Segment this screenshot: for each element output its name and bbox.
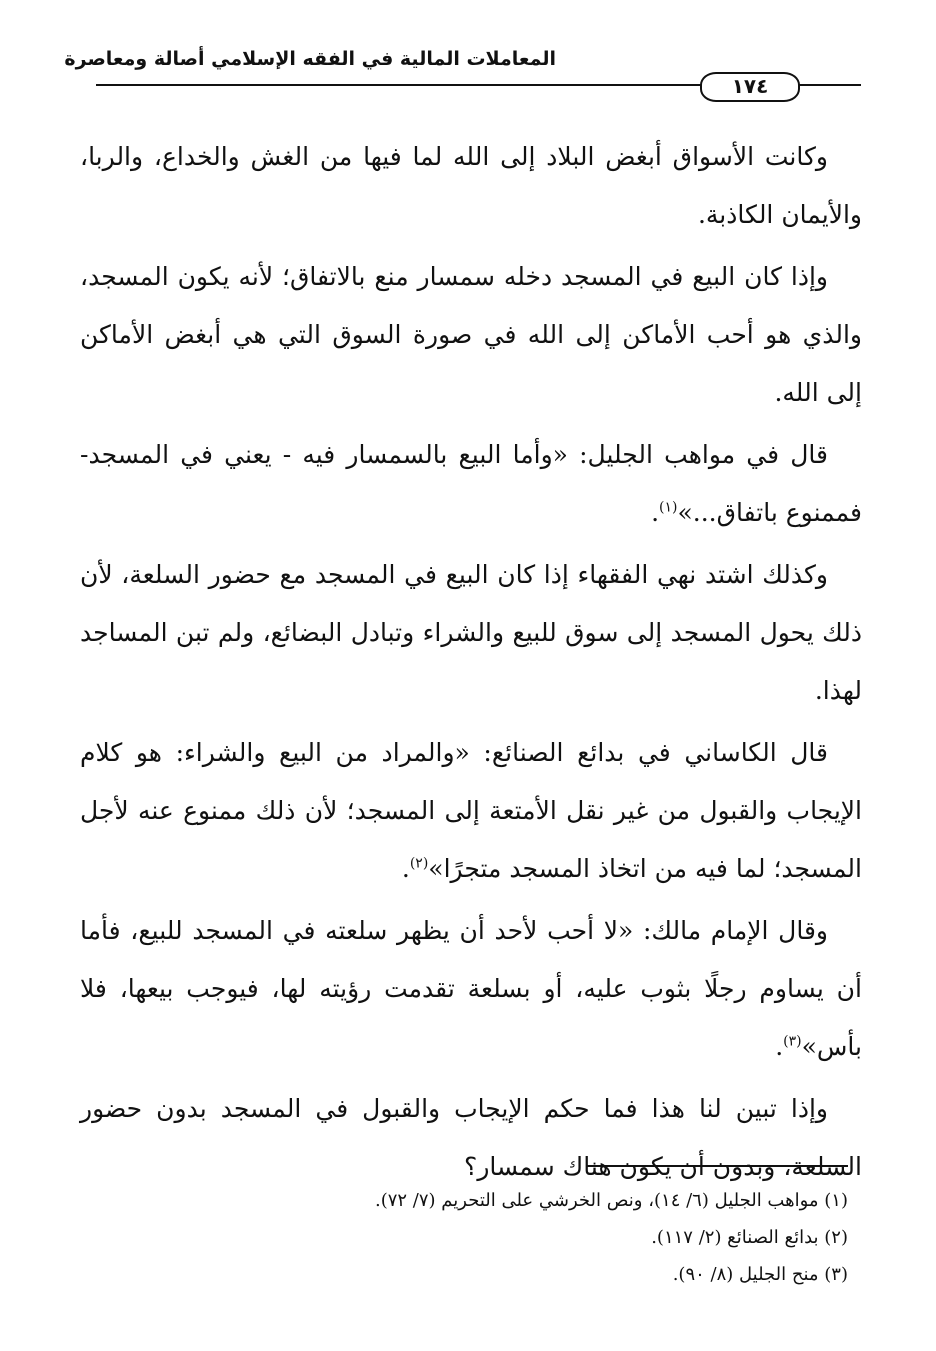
footnote-item: (١) مواهب الجليل (٦/ ١٤)، ونص الخرشي على التحريم (٧/ ٧٢). (374, 1190, 848, 1211)
paragraph: وكذلك اشتد نهي الفقهاء إذا كان البيع في المسجد مع حضور السلعة، لأن ذلك يحول المسجد إلى سوق للبيع والشراء وتبادل البضائع، ولم تبن المساجد لهذا. (80, 560, 862, 705)
paragraph: وكانت الأسواق أبغض البلاد إلى الله لما فيها من الغش والخداع، والربا، والأيمان الكاذبة. (80, 142, 862, 229)
page-header (64, 48, 861, 108)
paragraph: قال في مواهب الجليل: «وأما البيع بالسمسار فيه - يعني في المسجد- فممنوع باتفاق...»$^{(١)}$. (80, 440, 862, 527)
footnotes (148, 1182, 848, 1293)
footnote-ref: (٣) (783, 1033, 802, 1050)
paragraph: وقال الإمام مالك: «لا أحب لأحد أن يظهر سلعته في المسجد للبيع، فأما أن يساوم رجلًا بثوب عليه، أو بسلعة تقدمت رؤيته لها، فيوجب بيعها، فلا بأس»$^{(٣)}$. (80, 916, 862, 1061)
footnote-item: (٣) منح الجليل (٨/ ٩٠). (672, 1264, 848, 1285)
footnote-item: (٢) بدائع الصنائع (٢/ ١١٧). (651, 1227, 848, 1248)
footnote-divider (586, 1165, 848, 1167)
paragraph: وإذا كان البيع في المسجد دخله سمسار منع بالاتفاق؛ لأنه يكون المسجد، والذي هو أحب الأماكن إلى الله في صورة السوق التي هي أبغض الأماكن إلى الله. (80, 262, 862, 407)
footnote-ref: (١) (659, 499, 678, 516)
body-text (80, 128, 862, 1200)
paragraph: وإذا تبين لنا هذا فما حكم الإيجاب والقبول في المسجد بدون حضور السلعة، وبدون أن يكون هناك سمسار؟ (80, 1094, 862, 1181)
footnote-ref: (٢) (409, 855, 429, 872)
running-title: المعاملات المالية في الفقه الإسلامي أصالة ومعاصرة (64, 48, 556, 70)
page-number: ١٧٤ (700, 72, 800, 102)
paragraph: قال الكاساني في بدائع الصنائع: «والمراد من البيع والشراء: هو كلام الإيجاب والقبول من غير نقل الأمتعة إلى المسجد؛ لأن ذلك ممنوع عنه لأجل المسجد؛ لما فيه من اتخاذ المسجد متجرًا»$^{(٢)}$. (80, 738, 862, 883)
